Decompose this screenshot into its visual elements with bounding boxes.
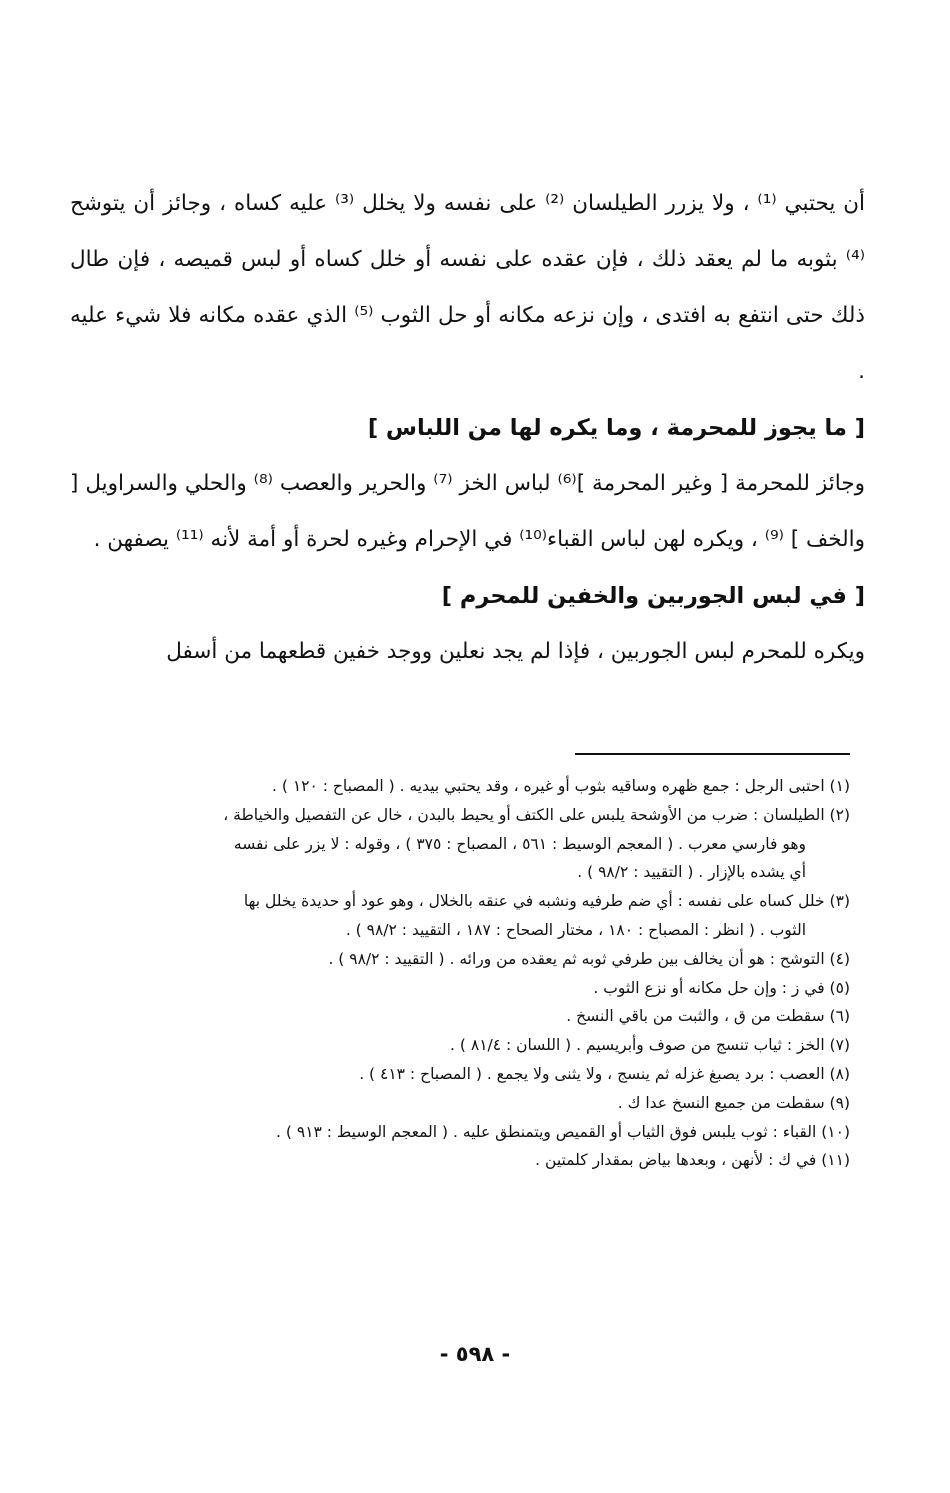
- page-number: - ٥٩٨ -: [439, 1342, 511, 1366]
- footnote-6: (٦) سقطت من ق ، والثبت من باقي النسخ .: [566, 1007, 850, 1026]
- footnote-1: (١) احتبى الرجل : جمع ظهره وساقيه بثوب أو غيره ، وقد يحتبي بيديه . ( المصباح : ١٢٠ ) .: [271, 777, 850, 795]
- main-text-block: [70, 176, 865, 680]
- footnotes: [70, 772, 850, 1175]
- footnote-4: (٤) التوشح : هو أن يخالف بين طرفي ثوبه ثم يعقده من ورائه . ( التقييد : ٩٨/٢ ) .: [328, 949, 850, 968]
- footnote-2-continuation: أي يشده بالإزار . ( التقييد : ٩٨/٢ ) .: [577, 863, 806, 882]
- footnote-separator: [575, 753, 850, 755]
- footnote-9: (٩) سقطت من جميع النسخ عدا ك .: [617, 1093, 850, 1112]
- paragraph-3: ويكره للمحرم لبس الجوربين ، فإذا لم يجد نعلين ووجد خفين قطعهما من أسفل: [166, 639, 865, 664]
- paragraph-1: أن يحتبي ⁽¹⁾ ، ولا يزرر الطيلسان ⁽²⁾ على نفسه ولا يخلل ⁽³⁾ عليه كساه ، وجائز أن يتوشح ⁽⁴⁾ بثوبه ما لم يعقد ذلك ، فإن عقده على نفسه أو خلل كساه أو لبس قميصه ، فإن طال ذلك حتى انتفع به افتدى ، وإن نزعه مكانه أو حل الثوب ⁽⁵⁾ الذي عقده مكانه فلا شيء عليه .: [70, 191, 866, 384]
- footnote-2-continuation: وهو فارسي معرب . ( المعجم الوسيط : ٥٦١ ، المصباح : ٣٧٥ ) ، وقوله : لا يزر على نفسه: [233, 834, 806, 853]
- footnote-2: (٢) الطيلسان : ضرب من الأوشحة يلبس على الكتف أو يحيط بالبدن ، خال عن التفصيل والخياطة ،: [223, 805, 850, 824]
- footnote-7: (٧) الخز : ثياب تنسج من صوف وأبريسيم . ( اللسان : ٨١/٤ ) .: [450, 1036, 850, 1055]
- footnote-11: (١١) في ك : لأنهن ، وبعدها بياض بمقدار كلمتين .: [535, 1151, 850, 1170]
- section-heading-socks-khuff: [ في لبس الجوربين والخفين للمحرم ]: [441, 583, 865, 609]
- paragraph-2: وجائز للمحرمة [ وغير المحرمة ]⁽⁶⁾ لباس الخز ⁽⁷⁾ والحرير والعصب ⁽⁸⁾ والحلي والسراويل [ والخف ] ⁽⁹⁾ ، ويكره لهن لباس القباء⁽¹⁰⁾ في الإحرام وغيره لحرة أو أمة لأنه ⁽¹¹⁾ يصفهن .: [70, 471, 865, 552]
- footnote-8: (٨) العصب : برد يصبغ غزله ثم ينسج ، ولا يثنى ولا يجمع . ( المصباح : ٤١٣ ) .: [359, 1064, 850, 1083]
- footnote-5: (٥) في ز : وإن حل مكانه أو نزع الثوب .: [593, 978, 850, 997]
- section-heading-women-clothing: [ ما يجوز للمحرمة ، وما يكره لها من اللباس ]: [367, 415, 865, 441]
- footnote-3: (٣) خلل كساه على نفسه : أي ضم طرفيه ونشبه في عنقه بالخلال ، وهو عود أو حديدة يخلل بها: [243, 892, 850, 911]
- footnote-10: (١٠) القباء : ثوب يلبس فوق الثياب أو القميص ويتمنطق عليه . ( المعجم الوسيط : ٩١٣ ) .: [276, 1122, 850, 1141]
- footnote-3-continuation: الثوب . ( انظر : المصباح : ١٨٠ ، مختار الصحاح : ١٨٧ ، التقييد : ٩٨/٢ ) .: [345, 920, 806, 939]
